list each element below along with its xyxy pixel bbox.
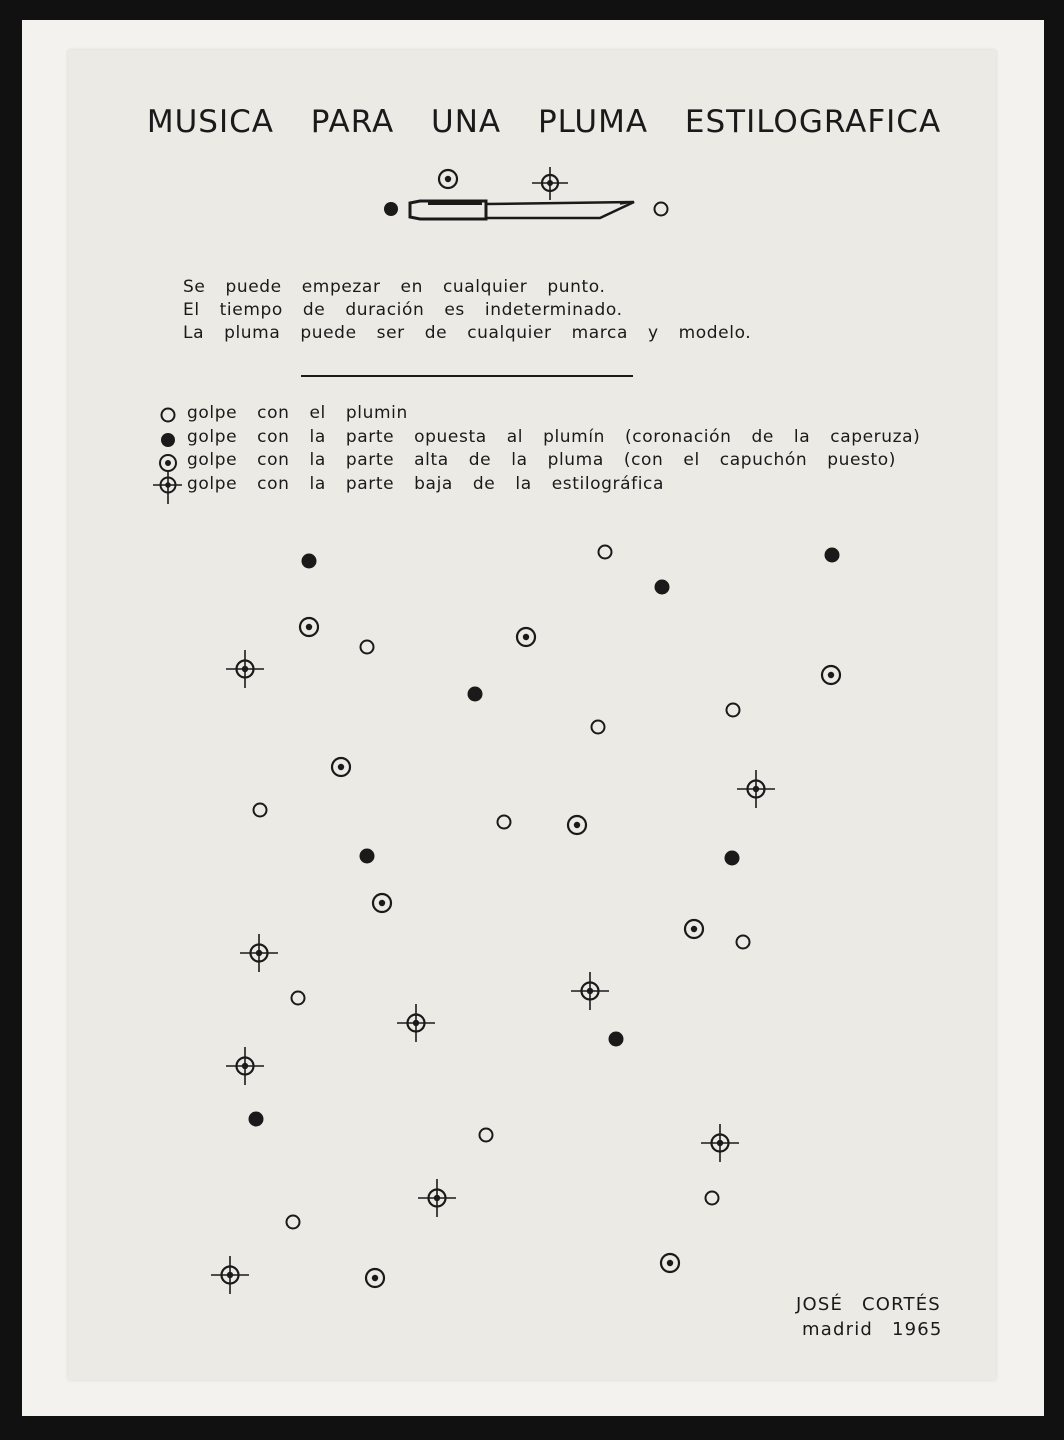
instruction-line: La pluma puede ser de cualquier marca y modelo. [183, 323, 752, 343]
legend-text: golpe con la parte alta de la pluma (con el capuchón puesto) [187, 450, 897, 470]
open-circle-icon [655, 203, 668, 216]
filled-circle-icon [157, 428, 181, 452]
legend-text: golpe con la parte baja de la estilográfica [187, 473, 665, 494]
crosshair-circle-icon [152, 470, 182, 504]
instruction-line: Se puede empezar en cualquier punto. [183, 277, 606, 297]
pen-body-icon [486, 202, 634, 218]
fountain-pen-diagram [380, 160, 680, 230]
author-name: JOSÉ CORTÉS [796, 1294, 941, 1315]
legend-text: golpe con el plumin [187, 403, 408, 423]
instruction-line: El tiempo de duración es indeterminado. [183, 300, 623, 320]
instructions [183, 276, 751, 345]
divider-rule [301, 375, 633, 377]
open-circle-icon [157, 404, 181, 428]
filled-circle-icon [384, 202, 398, 216]
signature-block [796, 1292, 943, 1342]
paper-sheet [68, 50, 996, 1380]
place-date: madrid 1965 [802, 1319, 943, 1340]
page-title: MUSICA PARA UNA PLUMA ESTILOGRAFICA [146, 104, 942, 140]
legend-text: golpe con la parte opuesta al plumín (coronación de la caperuza) [187, 426, 921, 447]
